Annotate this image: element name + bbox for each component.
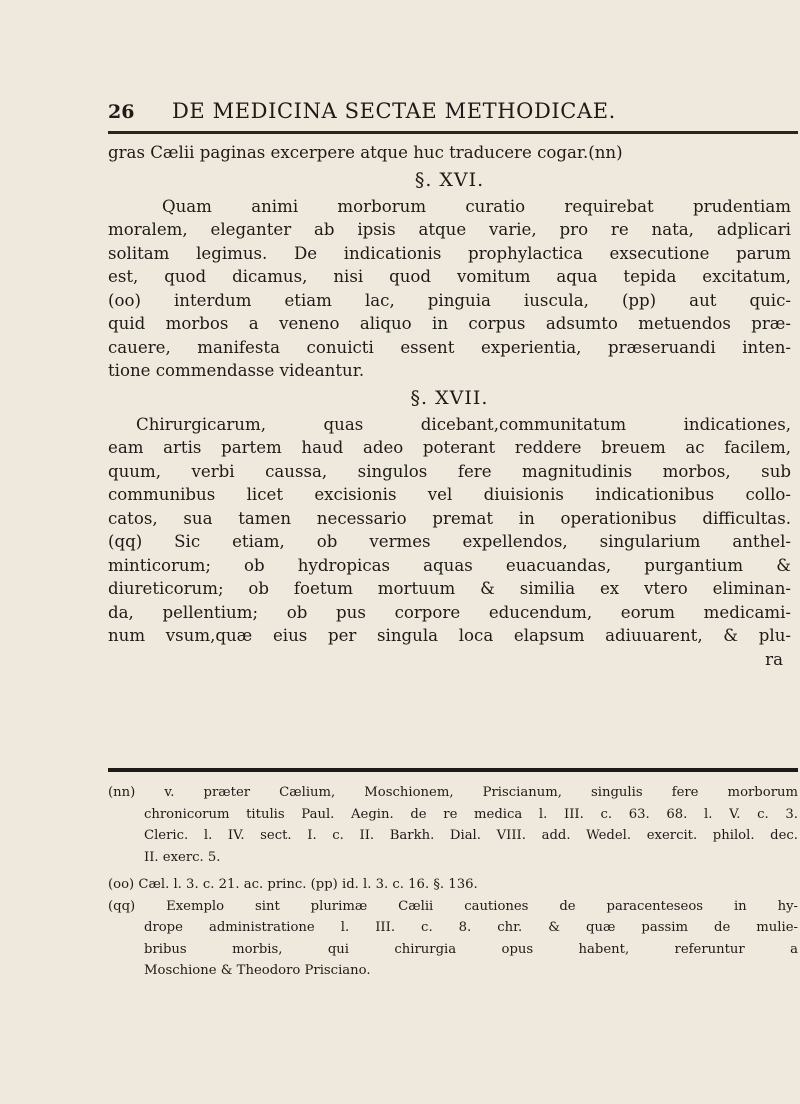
header-rule (108, 131, 798, 134)
footnote-line: (nn) v. præter Cælium, Moschionem, Priscianum, singulis fere morborum (108, 785, 798, 800)
text-line: minticorum; ob hydropicas aquas euacuandas, purgantium & (108, 555, 791, 575)
text-line: Chirurgicarum, quas dicebant,communitatum indicationes, (136, 414, 791, 434)
footnote-line: (qq) Exemplo sint plurimæ Cælii cautiones de paracenteseos in hy- (108, 898, 798, 914)
footnote-rule (108, 768, 798, 772)
text-line: (oo) interdum etiam lac, pinguia iuscula, (pp) aut quic- (108, 290, 791, 310)
text-line: cauere, manifesta conuicti essent experientia, præseruandi inten- (108, 337, 791, 357)
footnote-line: drope administratione l. III. c. 8. chr. & quæ passim de mulie- (144, 920, 798, 935)
text-line: catos, sua tamen necessario premat in operationibus difficultas. (108, 508, 791, 528)
text-line: da, pellentium; ob pus corpore educendum, eorum medicami- (108, 602, 791, 622)
section-heading: §. XVI. (414, 168, 485, 191)
footnote-line: chronicorum titulis Paul. Aegin. de re medica l. III. c. 63. 68. l. V. c. 3. (144, 806, 798, 822)
footnote-line: Cleric. l. IV. sect. I. c. II. Barkh. Dial. VIII. add. Wedel. exercit. philol. dec. (144, 828, 798, 843)
text-line: moralem, eleganter ab ipsis atque varie, pro re nata, adplicari (108, 220, 791, 239)
text-line: num vsum,quæ eius per singula loca elapsum adiuuarent, & plu- (108, 626, 791, 645)
text-line: tione commendasse videantur. (108, 361, 365, 380)
text-line: ra (765, 649, 783, 669)
running-head: DE MEDICINA SECTAE METHODICAE. (172, 99, 616, 123)
text-line: (qq) Sic etiam, ob vermes expellendos, singularium anthel- (108, 532, 791, 551)
text-line: est, quod dicamus, nisi quod vomitum aqua tepida excitatum, (108, 267, 791, 286)
main-text (108, 141, 791, 671)
section-heading: §. XVII. (410, 386, 489, 409)
page-header (108, 94, 798, 134)
text-line: quid morbos a veneno aliquo in corpus adsumto metuendos præ- (108, 314, 791, 333)
text-line: Quam animi morborum curatio requirebat prudentiam (162, 196, 791, 216)
text-line: gras Cælii paginas excerpere atque huc traducere cogar.(nn) (108, 143, 623, 162)
footnote-line: (oo) Cæl. l. 3. c. 21. ac. princ. (pp) id. l. 3. c. 16. §. 136. (108, 877, 478, 892)
text-line: communibus licet excisionis vel diuisionis indicationibus collo- (108, 485, 791, 504)
text-line: eam artis partem haud adeo poterant reddere breuem ac facilem, (108, 438, 791, 457)
text-line: solitam legimus. De indicationis prophylactica exsecutione parum (108, 243, 791, 263)
footnote-line: II. exerc. 5. (144, 849, 221, 865)
footnotes (108, 782, 798, 982)
page-number: 26 (108, 101, 135, 123)
footnote-line: bribus morbis, qui chirurgia opus habent, referuntur a (144, 941, 798, 957)
footnote-line: Moschione & Theodoro Prisciano. (144, 963, 371, 978)
text-line: diureticorum; ob foetum mortuum & similia ex vtero eliminan- (108, 579, 791, 598)
text-line: quum, verbi caussa, singulos fere magnitudinis morbos, sub (108, 461, 791, 481)
